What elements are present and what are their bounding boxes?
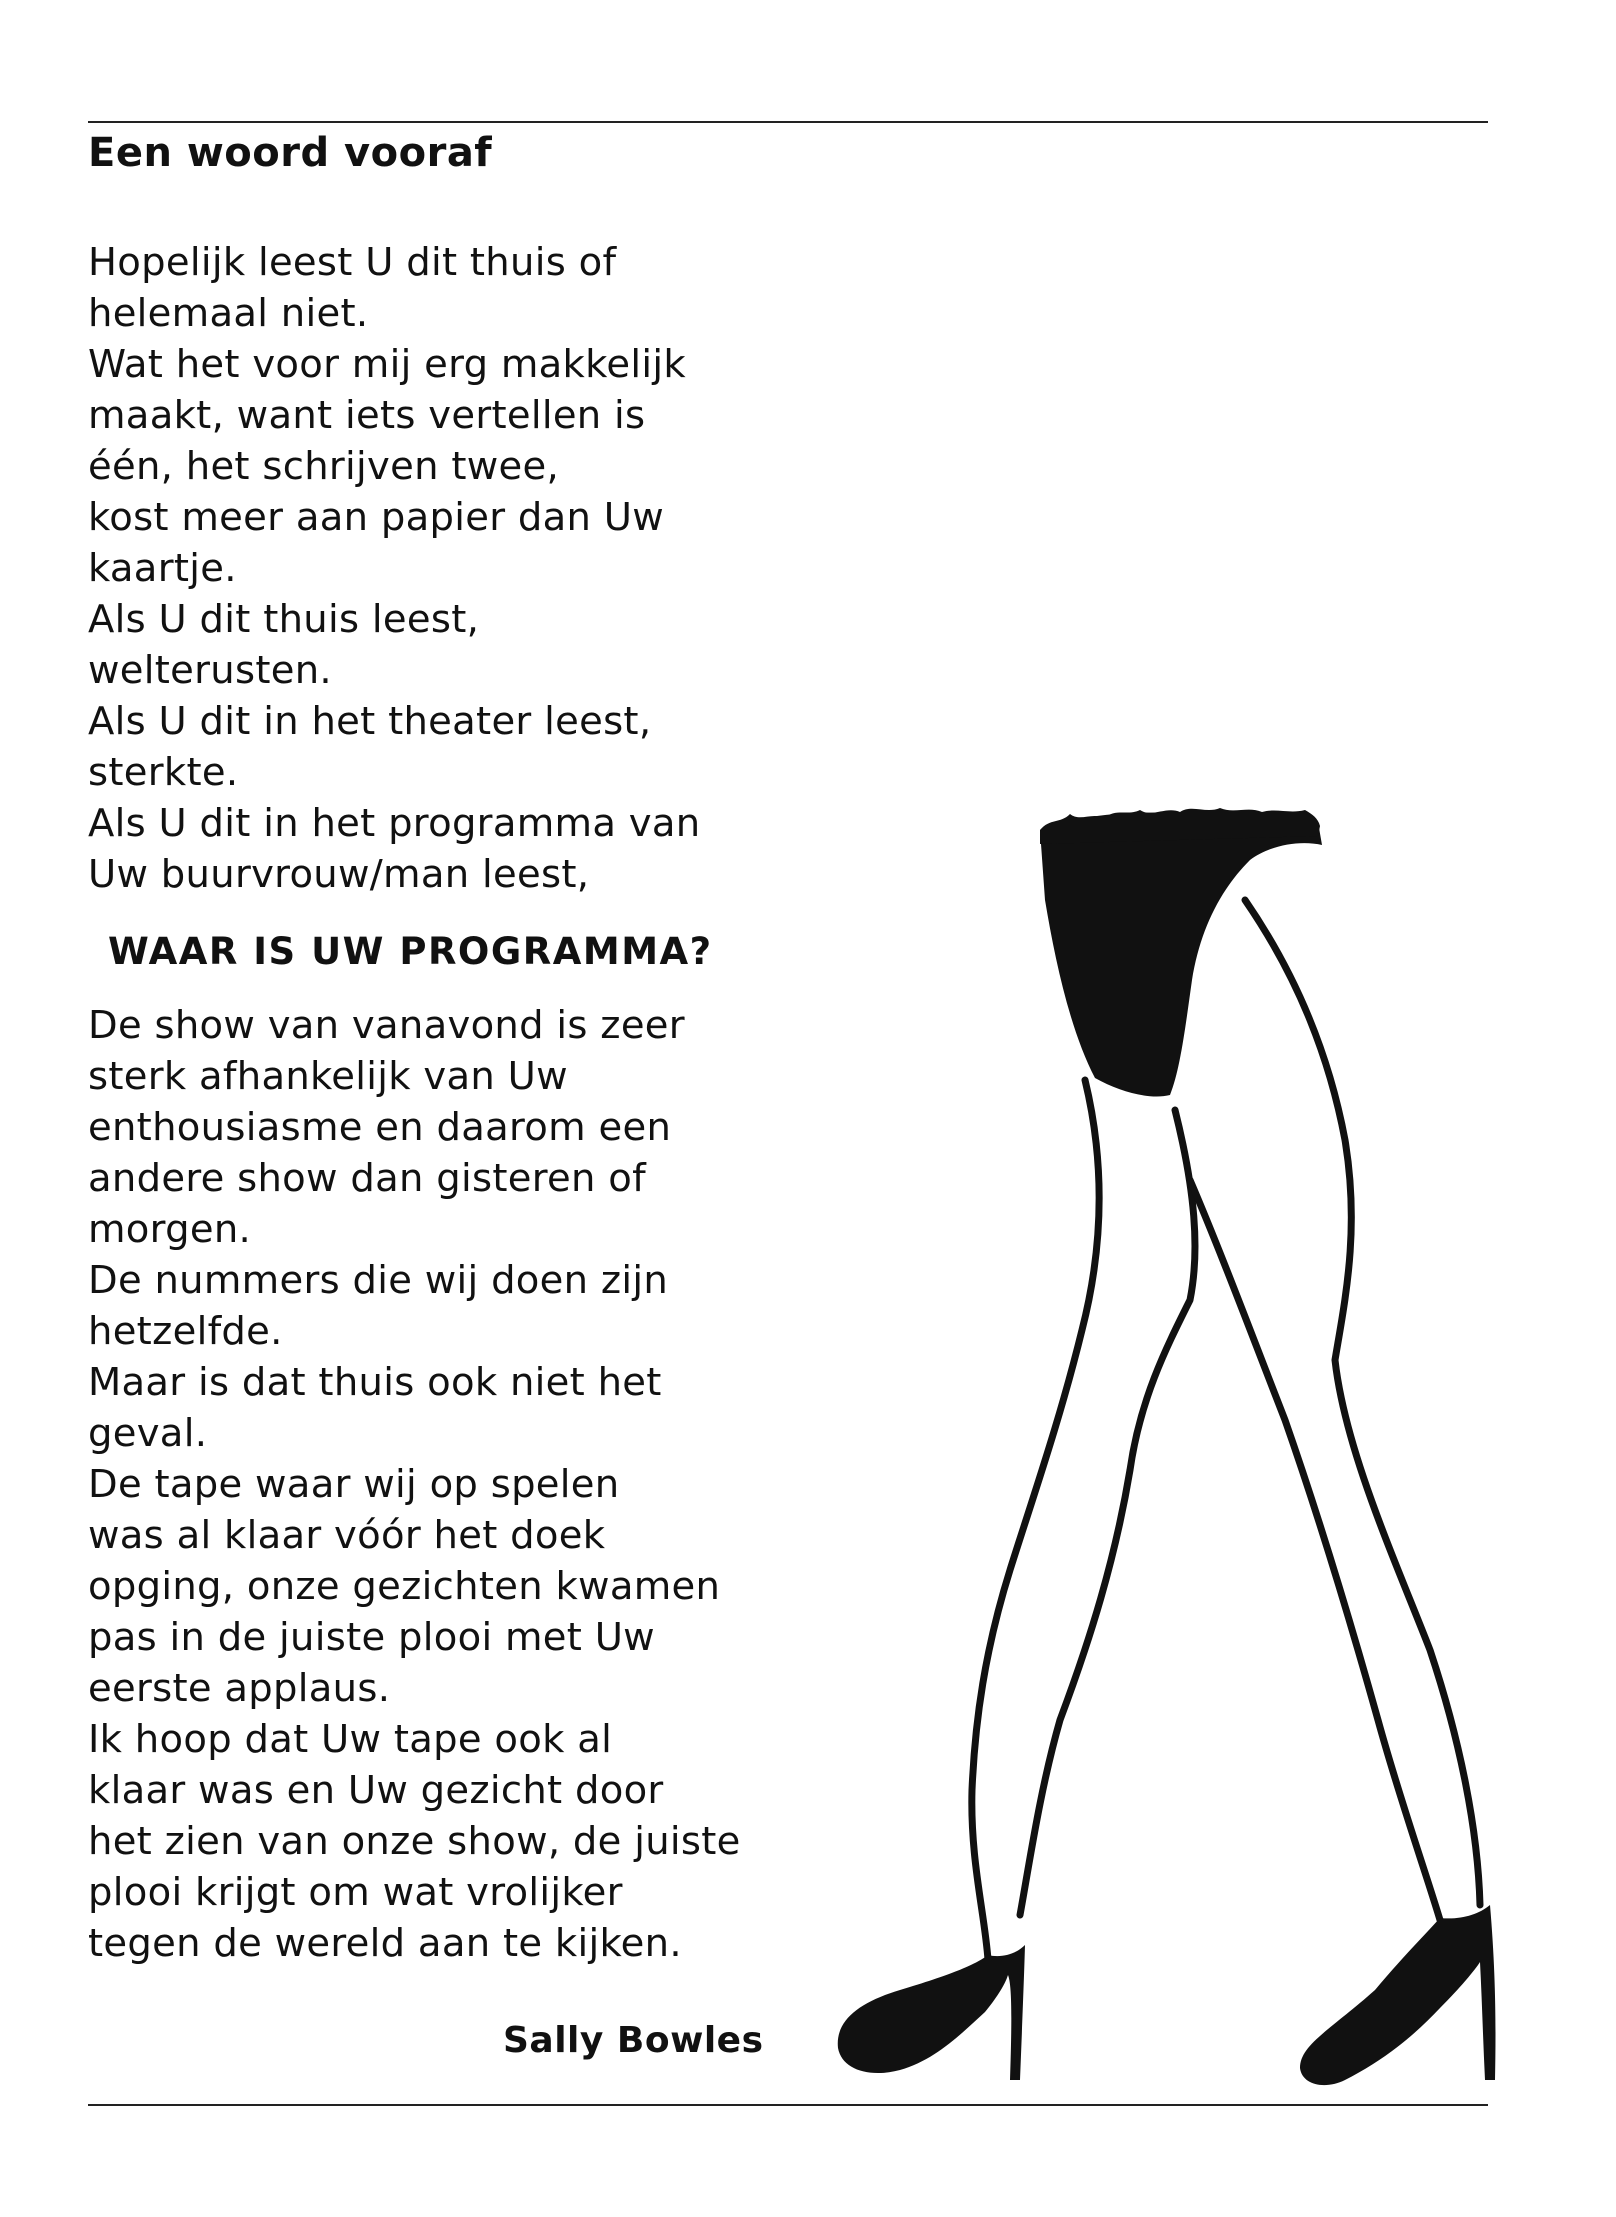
intro-line: Als U dit in het theater leest, [88, 699, 652, 744]
body-line: sterk afhankelijk van Uw [88, 1054, 568, 1099]
body-line: Ik hoop dat Uw tape ook al [88, 1717, 613, 1762]
body-line: klaar was en Uw gezicht door [88, 1768, 664, 1813]
section-subheading: WAAR IS UW PROGRAMMA? [108, 930, 713, 973]
body-line: Maar is dat thuis ook niet het [88, 1360, 662, 1405]
body-line: De tape waar wij op spelen [88, 1462, 620, 1507]
intro-line: kost meer aan papier dan Uw [88, 495, 664, 540]
body-line: was al klaar vóór het doek [88, 1513, 606, 1558]
page-heading: Een woord vooraf [88, 130, 493, 176]
bottom-rule [88, 2104, 1488, 2106]
intro-line: Uw buurvrouw/man leest, [88, 852, 590, 897]
top-rule [88, 121, 1488, 123]
body-line: De show van vanavond is zeer [88, 1003, 685, 1048]
body-line: enthousiasme en daarom een [88, 1105, 672, 1150]
body-line: eerste applaus. [88, 1666, 391, 1711]
intro-line: Als U dit in het programma van [88, 801, 701, 846]
signature: Sally Bowles [503, 2020, 764, 2061]
intro-line: welterusten. [88, 648, 332, 693]
body-line: De nummers die wij doen zijn [88, 1258, 669, 1303]
body-line: geval. [88, 1411, 208, 1456]
intro-line: helemaal niet. [88, 291, 369, 336]
body-text [88, 1000, 741, 1969]
body-line: plooi krijgt om wat vrolijker [88, 1870, 623, 1915]
intro-line: Hopelijk leest U dit thuis of [88, 240, 617, 285]
body-line: het zien van onze show, de juiste [88, 1819, 741, 1864]
intro-line: kaartje. [88, 546, 237, 591]
body-line: tegen de wereld aan te kijken. [88, 1921, 682, 1966]
body-line: hetzelfde. [88, 1309, 283, 1354]
body-line: andere show dan gisteren of [88, 1156, 646, 1201]
intro-line: Als U dit thuis leest, [88, 597, 480, 642]
intro-line: sterkte. [88, 750, 239, 795]
legs-illustration-icon [800, 780, 1520, 2100]
intro-line: maakt, want iets vertellen is [88, 393, 646, 438]
intro-text [88, 237, 700, 900]
intro-line: één, het schrijven twee, [88, 444, 560, 489]
body-line: opging, onze gezichten kwamen [88, 1564, 721, 1609]
intro-line: Wat het voor mij erg makkelijk [88, 342, 686, 387]
body-line: pas in de juiste plooi met Uw [88, 1615, 655, 1660]
body-line: morgen. [88, 1207, 252, 1252]
